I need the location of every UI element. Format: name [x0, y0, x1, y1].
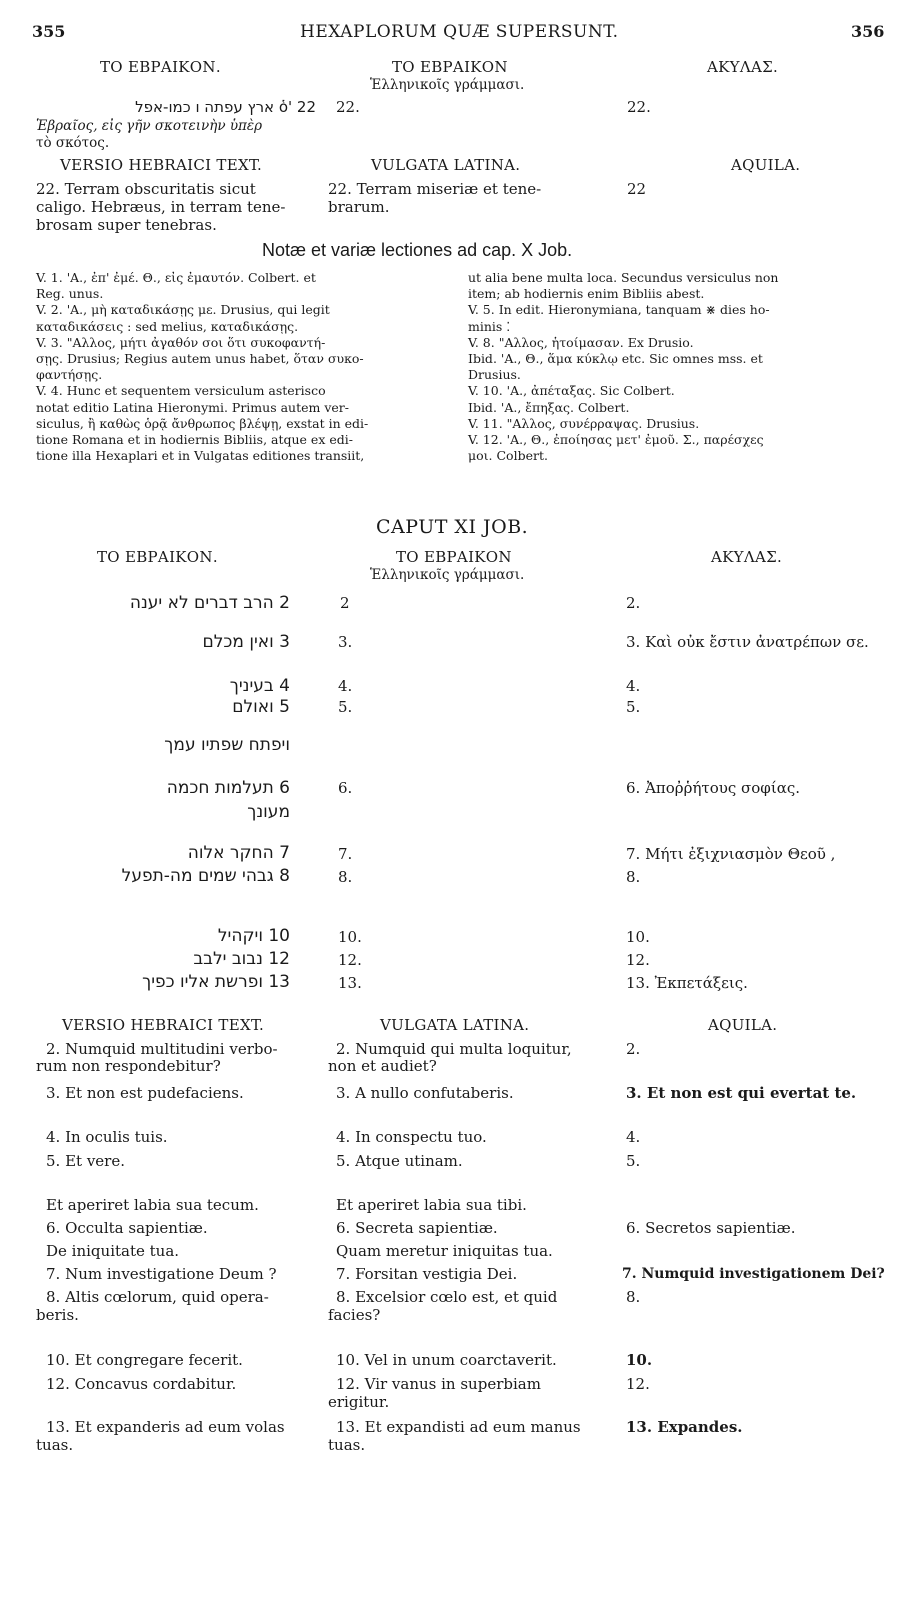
latin-hebrew-version: beris.	[36, 1306, 79, 1324]
greek-transliteration-number: 7.	[338, 845, 353, 863]
hebrew-line: 2 הרב דברים לא יענה	[129, 593, 290, 613]
note-line: notat editio Latina Hieronymi. Primus autem ver-	[36, 399, 350, 415]
running-title: HEXAPLORUM QUÆ SUPERSUNT.	[300, 22, 619, 42]
top-col1-title: ΤΟ ΕΒΡΑΙΚΟΝ.	[100, 58, 221, 76]
top-latin-col1-title: VERSIO HEBRAICI TEXT.	[60, 156, 263, 174]
note-line: Reg. unus.	[36, 286, 104, 302]
top-latin1-line-3: brosam super tenebras.	[36, 216, 217, 234]
aquila-greek: 8.	[626, 868, 641, 886]
note-line: V. 4. Hunc et sequentem versiculum asterisco	[36, 383, 326, 399]
latin-vulgate: Et aperiret labia sua tibi.	[336, 1196, 527, 1214]
latin-vulgate: 5. Atque utinam.	[336, 1152, 463, 1170]
latin-vulgate: 4. In conspectu tuo.	[336, 1128, 487, 1146]
latin-aquila: 10.	[626, 1351, 653, 1369]
hebrew-line: 4 בעיניך	[229, 676, 290, 696]
latin-vulgate: 8. Excelsior cœlo est, et quid	[336, 1288, 558, 1306]
page-number-left: 355	[32, 22, 66, 41]
top-latin1-line-1: 22. Terram obscuritatis sicut	[36, 180, 256, 198]
latin-vulgate: 7. Forsitan vestigia Dei.	[336, 1265, 518, 1283]
hebrew-line: 13 ופרשת אליו כפיך	[142, 972, 290, 992]
greek-transliteration-number: 10.	[338, 928, 362, 946]
note-line: V. 10. 'Α., ἀπέταξας. Sic Colbert.	[468, 383, 675, 399]
latin-hebrew-version: 2. Numquid multitudini verbo-	[46, 1040, 278, 1058]
aquila-greek: 7. Μήτι ἐξιχνιασμὸν Θεοῦ ,	[626, 845, 836, 863]
latin-aquila: 13. Expandes.	[626, 1418, 743, 1436]
note-line: ut alia bene multa loca. Secundus versiculus non	[468, 270, 779, 285]
latin-vulgate: tuas.	[328, 1436, 366, 1454]
note-line: V. 2. 'Α., μὴ καταδικάσῃς με. Drusius, qui legit	[36, 302, 330, 318]
top-col3-number: 22.	[627, 98, 651, 116]
hebrew-line: 7 החקר אלוה	[187, 843, 290, 863]
hebrew-line: 5 ואולם	[232, 697, 290, 717]
notes-title: Notæ et variæ lectiones ad cap. X Job.	[262, 240, 573, 260]
greek-transliteration-number: 8.	[338, 868, 353, 886]
latin-hebrew-version: 13. Et expanderis ad eum volas	[46, 1418, 285, 1436]
greek-transliteration-number: 5.	[338, 698, 353, 716]
note-line: tione illa Hexaplari et in Vulgatas editiones transiit,	[36, 448, 365, 464]
aquila-greek: 2.	[626, 594, 641, 612]
note-line: siculus, ἢ καθὼς ὁρᾷ ἄνθρωπος βλέψῃ, exstat in edi-	[36, 415, 369, 431]
greek-transliteration-number: 3.	[338, 633, 353, 651]
greek-transliteration-number: 13.	[338, 974, 362, 992]
note-line: σῃς. Drusius; Regius autem unus habet, ὅταν συκο-	[36, 351, 364, 367]
notes-right-column	[468, 270, 888, 464]
chapter-col3-title: ΑΚΥΛΑΣ.	[711, 548, 783, 566]
note-line: minis ⁚	[468, 318, 511, 334]
note-line: φαντήσῃς.	[36, 367, 103, 383]
note-line: V. 8. "Αλλος, ἡτοίμασαν. Ex Drusio.	[468, 334, 694, 350]
latin-aquila: 8.	[626, 1288, 641, 1306]
latin-aquila: 2.	[626, 1040, 641, 1058]
note-line: item; ab hodiernis enim Bibliis abest.	[468, 286, 705, 302]
latin-vulgate: Quam meretur iniquitas tua.	[336, 1242, 553, 1260]
top-col3-title: ΑΚΥΛΑΣ.	[707, 58, 779, 76]
hebrew-line: מעונך	[247, 802, 290, 822]
aquila-greek: 13. Ἐκπετάξεις.	[626, 974, 748, 992]
greek-transliteration-number: 12.	[338, 951, 362, 969]
top-latin-col3-title: AQUILA.	[731, 156, 801, 174]
latin-hebrew-version: Et aperiret labia sua tecum.	[46, 1196, 259, 1214]
latin-vulgate: 12. Vir vanus in superbiam	[336, 1375, 541, 1393]
hebrew-line: 12 נבוב ילבב	[193, 949, 290, 969]
note-line: Ibid. 'Α., Θ., ἅμα κύκλῳ etc. Sic omnes mss. et	[468, 351, 763, 367]
hebrew-line: 10 ויקהיל	[217, 926, 290, 946]
aquila-greek: 5.	[626, 698, 641, 716]
aquila-greek: 6. Ἀποῤῥήτους σοφίας.	[626, 779, 800, 797]
latin-aquila: 12.	[626, 1375, 650, 1393]
aquila-greek: 4.	[626, 677, 641, 695]
hebrew-line: 3 ואין מכלם	[202, 632, 290, 652]
greek-transliteration-number: 4.	[338, 677, 353, 695]
aquila-greek: 3. Καὶ οὐκ ἔστιν ἀνατρέπων σε.	[626, 633, 869, 651]
latin-vulgate: 3. A nullo confutaberis.	[336, 1084, 514, 1102]
latin-hebrew-version: tuas.	[36, 1436, 74, 1454]
latin-hebrew-version: 8. Altis cœlorum, quid opera-	[46, 1288, 269, 1306]
latin-hebrew-version: 4. In oculis tuis.	[46, 1128, 168, 1146]
note-line: V. 12. 'Α., Θ., ἐποίησας μετ' ἐμοῦ. Σ., παρέσχες	[468, 432, 764, 448]
latin-hebrew-version: 7. Num investigatione Deum ?	[46, 1265, 277, 1283]
latin-vulgate: 6. Secreta sapientiæ.	[336, 1219, 498, 1237]
latin-vulgate: 2. Numquid qui multa loquitur,	[336, 1040, 572, 1058]
chapter-col1-title: ΤΟ ΕΒΡΑΙΚΟΝ.	[97, 548, 218, 566]
latin-vulgate: facies?	[328, 1306, 381, 1324]
top-col2-title: ΤΟ ΕΒΡΑΙΚΟΝ	[392, 58, 508, 76]
top-latin3: 22	[627, 180, 647, 198]
latin-hebrew-version: rum non respondebitur?	[36, 1057, 221, 1075]
chapter-col2-title: ΤΟ ΕΒΡΑΙΚΟΝ	[396, 548, 512, 566]
page-number-right: 356	[851, 22, 885, 41]
note-line: tione Romana et in hodiernis Bibliis, atque ex edi-	[36, 432, 353, 448]
top-col2-subtitle: Ἑλληνικοῖς γράμμασι.	[370, 77, 525, 93]
note-line: καταδικάσεις : sed melius, καταδικάσῃς.	[36, 318, 299, 334]
latin-col1-title: VERSIO HEBRAICI TEXT.	[62, 1016, 265, 1034]
latin-aquila: 5.	[626, 1152, 641, 1170]
latin-hebrew-version: 10. Et congregare fecerit.	[46, 1351, 243, 1369]
chapter-title: CAPUT XI JOB.	[376, 516, 529, 538]
latin-col2-title: VULGATA LATINA.	[380, 1016, 530, 1034]
latin-hebrew-version: 6. Occulta sapientiæ.	[46, 1219, 208, 1237]
latin-aquila: 4.	[626, 1128, 641, 1146]
latin-vulgate: erigitur.	[328, 1393, 390, 1411]
top-col2-number: 22.	[336, 98, 360, 116]
note-line: V. 1. 'Α., ἐπ' ἐμέ. Θ., εἰς ἐμαυτόν. Colbert. et	[36, 270, 316, 285]
note-line: V. 3. "Αλλος, μήτι ἀγαθόν σοι ὅτι συκοφαντή-	[36, 334, 326, 350]
top-latin2-line-1: 22. Terram miseriæ et tene-	[328, 180, 542, 198]
top-greek-line-2: τὸ σκότος.	[36, 135, 110, 151]
note-line: μοι. Colbert.	[468, 448, 548, 464]
note-line: Ibid. 'Α., ἔπηξας. Colbert.	[468, 399, 630, 415]
latin-hebrew-version: De iniquitate tua.	[46, 1242, 180, 1260]
aquila-greek: 12.	[626, 951, 650, 969]
latin-hebrew-version: 12. Concavus cordabitur.	[46, 1375, 237, 1393]
greek-transliteration-number: 2	[340, 594, 350, 612]
notes-left-column	[36, 270, 456, 464]
hebrew-line: 6 תעלמות חכמה	[166, 778, 290, 798]
latin-col3-title: AQUILA.	[708, 1016, 778, 1034]
latin-hebrew-version: 3. Et non est pudefaciens.	[46, 1084, 244, 1102]
note-line: V. 11. "Αλλος, συνέρραψας. Drusius.	[468, 415, 700, 431]
note-line: V. 5. In edit. Hieronymiana, tanquam ⋇ dies ho-	[468, 302, 770, 318]
latin-vulgate: non et audiet?	[328, 1057, 437, 1075]
chapter-col2-subtitle: Ἑλληνικοῖς γράμμασι.	[370, 567, 525, 583]
latin-vulgate: 13. Et expandisti ad eum manus	[336, 1418, 581, 1436]
hebrew-line: 8 גבהי שמים מה-תפעל	[121, 866, 290, 886]
top-latin1-line-2: caligo. Hebræus, in terram tene-	[36, 198, 286, 216]
greek-transliteration-number: 6.	[338, 779, 353, 797]
aquila-greek: 10.	[626, 928, 650, 946]
latin-aquila: 3. Et non est qui evertat te.	[626, 1084, 857, 1102]
latin-hebrew-version: 5. Et vere.	[46, 1152, 125, 1170]
hebrew-line: ויפתח שפתיו עמך	[164, 735, 290, 755]
latin-aquila: 7. Numquid investigationem Dei?	[622, 1266, 885, 1282]
latin-vulgate: 10. Vel in unum coarctaverit.	[336, 1351, 557, 1369]
top-hebrew-line: ὁ' 22 ארץ עפתה ו כמו-אפל	[135, 98, 316, 116]
latin-aquila: 6. Secretos sapientiæ.	[626, 1219, 796, 1237]
top-greek-line-1: Ἑβραῖος, εἰς γῆν σκοτεινὴν ὑπὲρ	[36, 118, 263, 134]
top-latin-col2-title: VULGATA LATINA.	[371, 156, 521, 174]
top-latin2-line-2: brarum.	[328, 198, 390, 216]
note-line: Drusius.	[468, 367, 521, 383]
